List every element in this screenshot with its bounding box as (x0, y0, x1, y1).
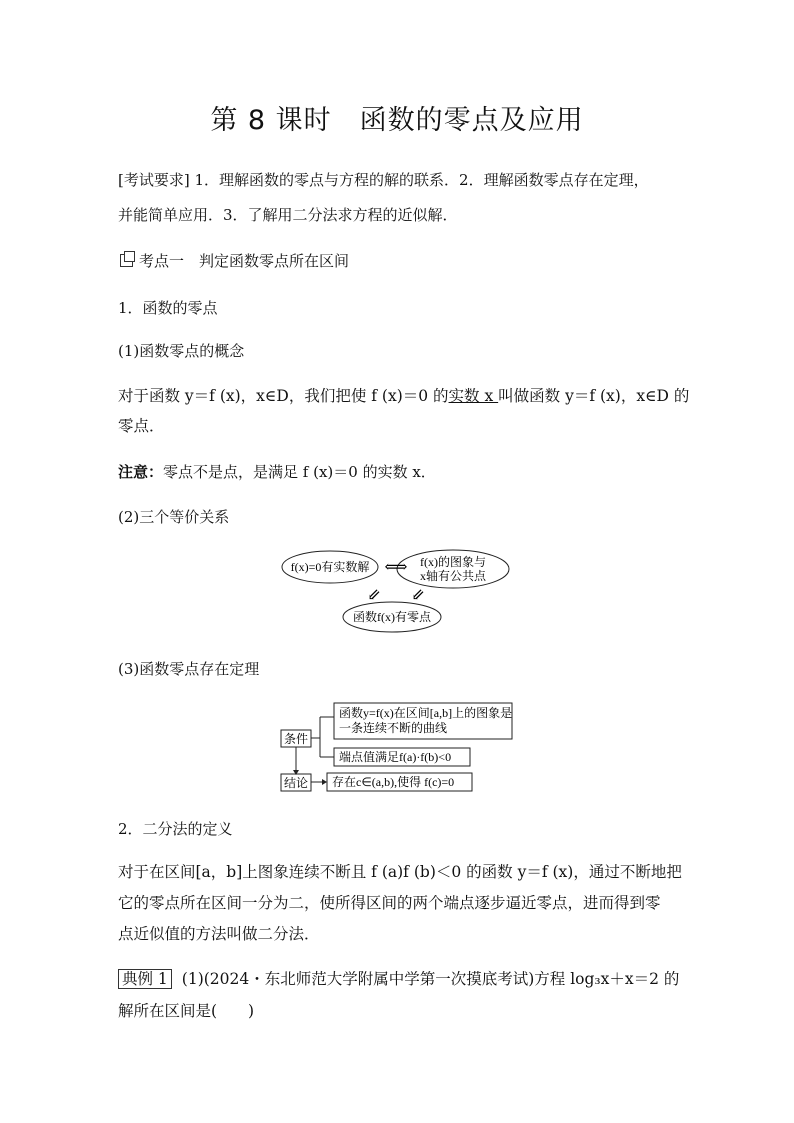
heading-equivalence: (2)三个等价关系 (118, 508, 230, 526)
example-line-1: 典例 1 (1)(2024・东北师范大学附属中学第一次摸底考试)方程 log₃x＋x＝2 的 (118, 967, 679, 989)
note-label: 注意： (118, 463, 164, 481)
heading-bisection: 2．二分法的定义 (118, 820, 233, 838)
concept-line-1: 对于函数 y＝f (x)，x∈D，我们把使 f (x)＝0 的实数 x 叫做函数 y＝f (x)，x∈D 的 (118, 387, 690, 405)
concept-line-2: 零点． (118, 417, 165, 435)
note: 注意：零点不是点，是满足 f (x)＝0 的实数 x． (118, 463, 436, 481)
requirements-line-2: 并能简单应用．3．了解用二分法求方程的近似解． (118, 206, 458, 224)
bisection-line-2: 它的零点所在区间一分为二，使所得区间的两个端点逐步逼近零点，进而得到零 (118, 894, 661, 912)
heading-concept: (1)函数零点的概念 (118, 342, 245, 360)
double-arrow-left: ⇙ (367, 585, 381, 604)
example-line-2: 解所在区间是( ) (118, 1002, 255, 1020)
concl-label: 结论 (283, 776, 309, 790)
diagram-right-label-1: f(x)的图象与 (420, 555, 486, 569)
diagram-bottom-label: 函数f(x)有零点 (353, 610, 431, 624)
cond2-label: 端点值满足f(a)·f(b)<0 (339, 750, 452, 764)
cond-label: 条件 (283, 732, 309, 746)
diagram-right-label-2: x轴有公共点 (419, 569, 487, 583)
double-arrow-horizontal: ⟺ (384, 557, 408, 576)
double-arrow-right: ⇙ (411, 585, 425, 604)
cond1-line-1: 函数y=f(x)在区间[a,b]上的图象是 (339, 706, 513, 720)
result-label: 存在c∈(a,b),使得 f(c)=0 (332, 775, 455, 789)
bisection-line-3: 点近似值的方法叫做二分法． (118, 925, 320, 943)
equivalence-diagram (278, 548, 518, 634)
heading-theorem: (3)函数零点存在定理 (118, 660, 260, 678)
requirements-label: [考试要求] (118, 171, 190, 189)
heading-zeros: 1．函数的零点 (118, 299, 218, 317)
section-heading: 考点一 判定函数零点所在区间 (120, 250, 349, 271)
section-icon (120, 254, 133, 267)
cond1-line-2: 一条连续不断的曲线 (339, 721, 448, 735)
requirements-line-1: [考试要求] 1．理解函数的零点与方程的解的联系．2．理解函数零点存在定理， (118, 171, 649, 189)
underlined-term: 实数 x (448, 387, 499, 405)
bisection-line-1: 对于在区间[a，b]上图象连续不断且 f (a)f (b)＜0 的函数 y＝f (x)，通过不断地把 (118, 863, 682, 881)
diagram-left-label: f(x)=0有实数解 (290, 560, 370, 574)
example-tag: 典例 1 (118, 969, 172, 989)
page-title: 第 8 课时 函数的零点及应用 (210, 105, 584, 136)
theorem-diagram (278, 700, 518, 796)
